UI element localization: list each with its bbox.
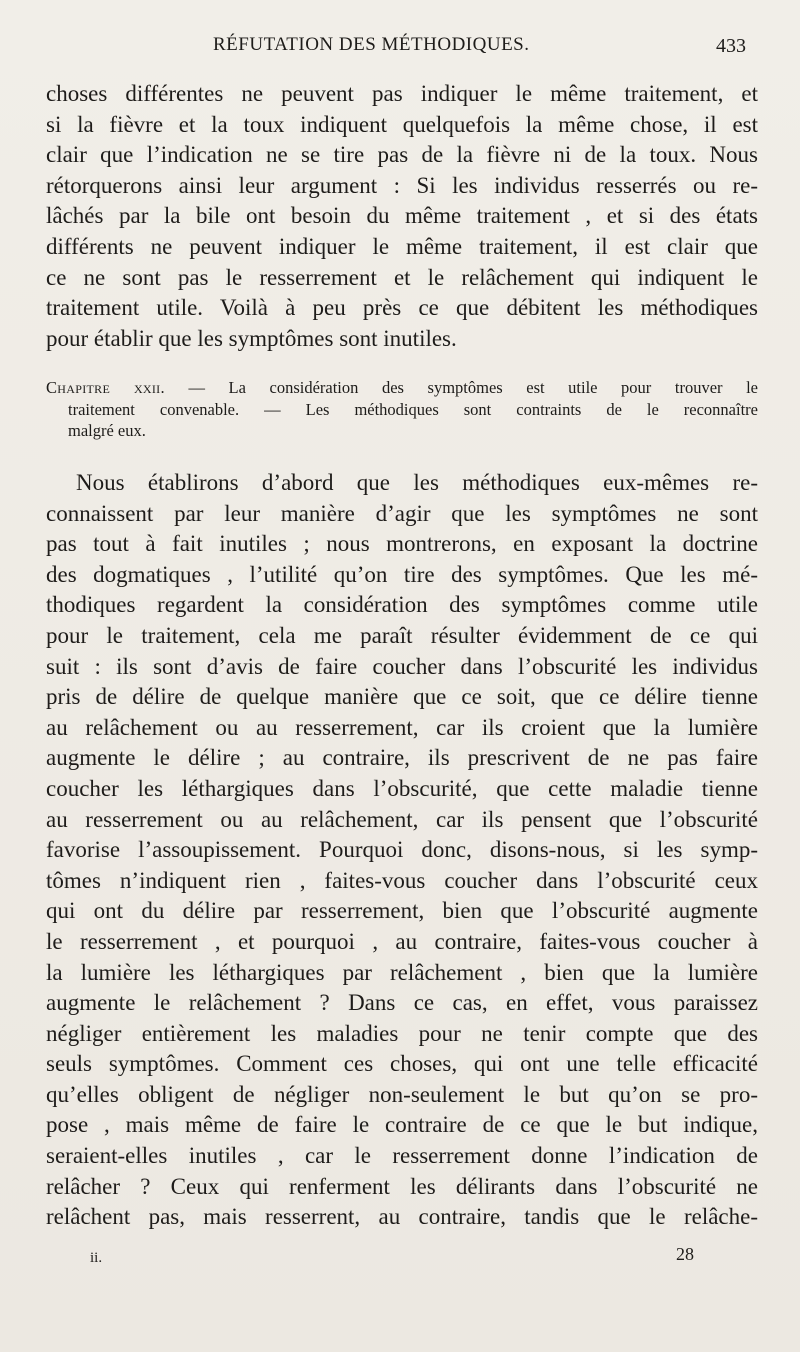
text-line: choses différentes ne peuvent pas indiquer le même traitement, et	[46, 81, 758, 106]
text-line: la lumière les léthargiques par relâchement , bien que la lumière	[46, 959, 758, 985]
text-line: si la fièvre et la toux indiquent quelquefois la même chose, il est	[46, 111, 758, 137]
text-line: seuls symptômes. Comment ces choses, qui ont une telle efficacité	[46, 1051, 758, 1077]
text-line: qui ont du délire par resserrement, bien que l’obscurité augmente	[46, 898, 758, 924]
text-line: connaissent par leur manière d’agir que les symptômes ne sont	[46, 500, 758, 526]
running-head	[0, 34, 800, 64]
text-line: pour établir que les symptômes sont inutiles.	[46, 325, 457, 351]
text-line: ce ne sont pas le resserrement et le relâchement qui indiquent le	[46, 264, 758, 290]
text-line: favorise l’assoupissement. Pourquoi donc, disons-nous, si les symp-	[46, 837, 758, 863]
text-line: qu’elles obligent de négliger non-seulement le but qu’on se pro-	[46, 1081, 758, 1107]
text-line: pose , mais même de faire le contraire de ce que le but indique,	[46, 1112, 758, 1138]
text-line: Nous établirons d’abord que les méthodiques eux-mêmes re-	[76, 470, 758, 495]
text-line: thodiques regardent la considération des symptômes comme utile	[46, 592, 758, 618]
text-line: traitement utile. Voilà à peu près ce que débitent les méthodiques	[46, 295, 758, 321]
signature-mark: ii.	[90, 1250, 103, 1266]
text-line: le resserrement , et pourquoi , au contraire, faites-vous coucher à	[46, 928, 758, 954]
text-line: des dogmatiques , l’utilité qu’on tire des symptômes. Que les mé-	[46, 561, 758, 587]
text-line: coucher les léthargiques dans l’obscurité, que cette maladie tienne	[46, 775, 758, 801]
chapter-heading-line: malgré eux.	[68, 421, 146, 440]
chapter-heading-line: traitement convenable. — Les méthodiques sont contraints de le reconnaître	[68, 399, 758, 419]
sheet-number: 28	[676, 1244, 694, 1264]
chapter-label: Chapitre xxii.	[46, 378, 165, 397]
text-line: au relâchement ou au resserrement, car ils croient que la lumière	[46, 714, 758, 740]
text-line: relâcher ? Ceux qui renferment les délirants dans l’obscurité ne	[46, 1173, 758, 1199]
text-line: augmente le relâchement ? Dans ce cas, en effet, vous paraissez	[46, 990, 758, 1016]
text-line: augmente le délire ; au contraire, ils prescrivent de ne pas faire	[46, 745, 758, 771]
paragraph-1	[46, 79, 758, 354]
running-title: RÉFUTATION DES MÉTHODIQUES.	[213, 34, 530, 55]
chapter-heading-line	[46, 377, 758, 399]
paragraph-2	[46, 468, 758, 1233]
text-line: au resserrement ou au relâchement, car ils pensent que l’obscurité	[46, 806, 758, 832]
text-line: seraient-elles inutiles , car le resserrement donne l’indication de	[46, 1143, 758, 1169]
text-line: pas tout à fait inutiles ; nous montrerons, en exposant la doctrine	[46, 531, 758, 557]
text-line: rétorquerons ainsi leur argument : Si les individus resserrés ou re-	[46, 172, 758, 198]
chapter-heading	[46, 377, 758, 442]
text-line: clair que l’indication ne se tire pas de la fièvre ni de la toux. Nous	[46, 142, 758, 168]
text-line: pris de délire de quelque manière que ce soit, que ce délire tienne	[46, 684, 758, 710]
chapter-title-part: — La considération des symptômes est utile pour trouver le	[188, 378, 758, 397]
text-line: différents ne peuvent indiquer le même traitement, il est clair que	[46, 233, 758, 259]
page-number: 433	[716, 35, 746, 57]
text-line: relâchent pas, mais resserrent, au contraire, tandis que le relâche-	[46, 1204, 758, 1230]
text-line: lâchés par la bile ont besoin du même traitement , et si des états	[46, 203, 758, 229]
text-line: négliger entièrement les maladies pour ne tenir compte que des	[46, 1020, 758, 1046]
text-line: pour le traitement, cela me paraît résulter évidemment de ce qui	[46, 622, 758, 648]
text-line: suit : ils sont d’avis de faire coucher dans l’obscurité les individus	[46, 653, 758, 679]
text-line: tômes n’indiquent rien , faites-vous coucher dans l’obscurité ceux	[46, 867, 758, 893]
page-footer	[0, 1244, 800, 1268]
